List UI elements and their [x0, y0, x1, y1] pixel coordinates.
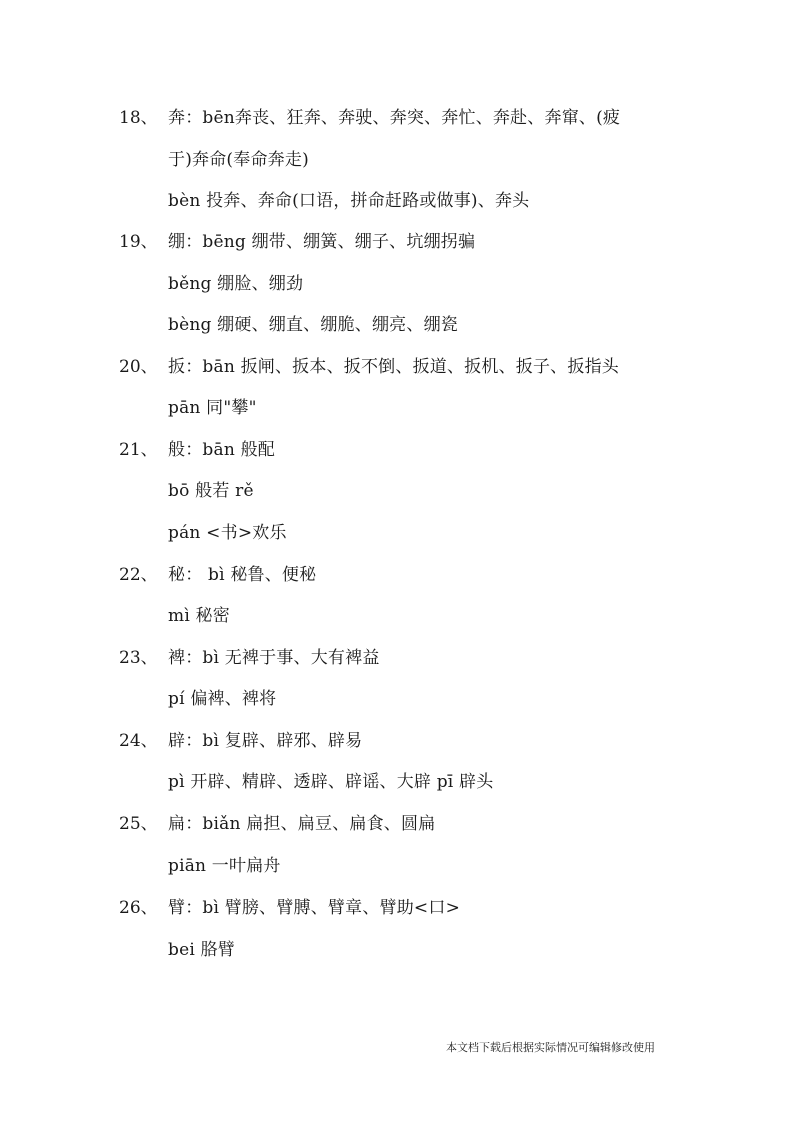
entry-line: 扳：bān 扳闸、扳本、扳不倒、扳道、扳机、扳子、扳指头: [168, 357, 619, 377]
entry-number: 18、: [119, 108, 158, 128]
entry-line: pí 偏裨、裨将: [168, 689, 277, 709]
entry-line: bèn 投奔、奔命(口语，拼命赶路或做事)、奔头: [168, 191, 530, 211]
entry-number: 20、: [119, 357, 158, 377]
entry-line: pì 开辟、精辟、透辟、辟谣、大辟 pī 辟头: [168, 772, 494, 792]
entry-line: 秘： bì 秘鲁、便秘: [168, 565, 317, 585]
entry-line: pán <书>欢乐: [168, 523, 287, 543]
entry-line: 臂：bì 臂膀、臂膊、臂章、臂助<口>: [168, 898, 461, 918]
entry-number: 24、: [119, 731, 158, 751]
entry-number: 19、: [119, 232, 158, 252]
entry-line: bei 胳臂: [168, 940, 235, 960]
entry-number: 22、: [119, 565, 158, 585]
page-footer: 本文档下载后根据实际情况可编辑修改使用: [446, 1041, 655, 1054]
entry-line: 辟：bì 复辟、辟邪、辟易: [168, 731, 363, 751]
entry-line: 般：bān 般配: [168, 440, 275, 460]
entry-line: 裨：bì 无裨于事、大有裨益: [168, 648, 380, 668]
entry-line: bèng 绷硬、绷直、绷脆、绷亮、绷瓷: [168, 315, 458, 335]
entry-line: 扁：biǎn 扁担、扁豆、扁食、圆扁: [168, 814, 436, 834]
entry-line: piān 一叶扁舟: [168, 856, 281, 876]
entry-line: 奔：bēn奔丧、狂奔、奔驶、奔突、奔忙、奔赴、奔窜、(疲: [168, 108, 621, 128]
entry-line: běng 绷脸、绷劲: [168, 274, 304, 294]
entry-number: 26、: [119, 898, 158, 918]
entry-line: mì 秘密: [168, 606, 230, 626]
entry-line: 绷：bēng 绷带、绷簧、绷子、坑绷拐骗: [168, 232, 476, 252]
entry-number: 25、: [119, 814, 158, 834]
entry-line: pān 同"攀": [168, 398, 257, 418]
entry-number: 21、: [119, 440, 158, 460]
entry-line: bō 般若 rě: [168, 481, 254, 501]
entry-number: 23、: [119, 648, 158, 668]
entry-line: 于)奔命(奉命奔走): [168, 150, 309, 170]
